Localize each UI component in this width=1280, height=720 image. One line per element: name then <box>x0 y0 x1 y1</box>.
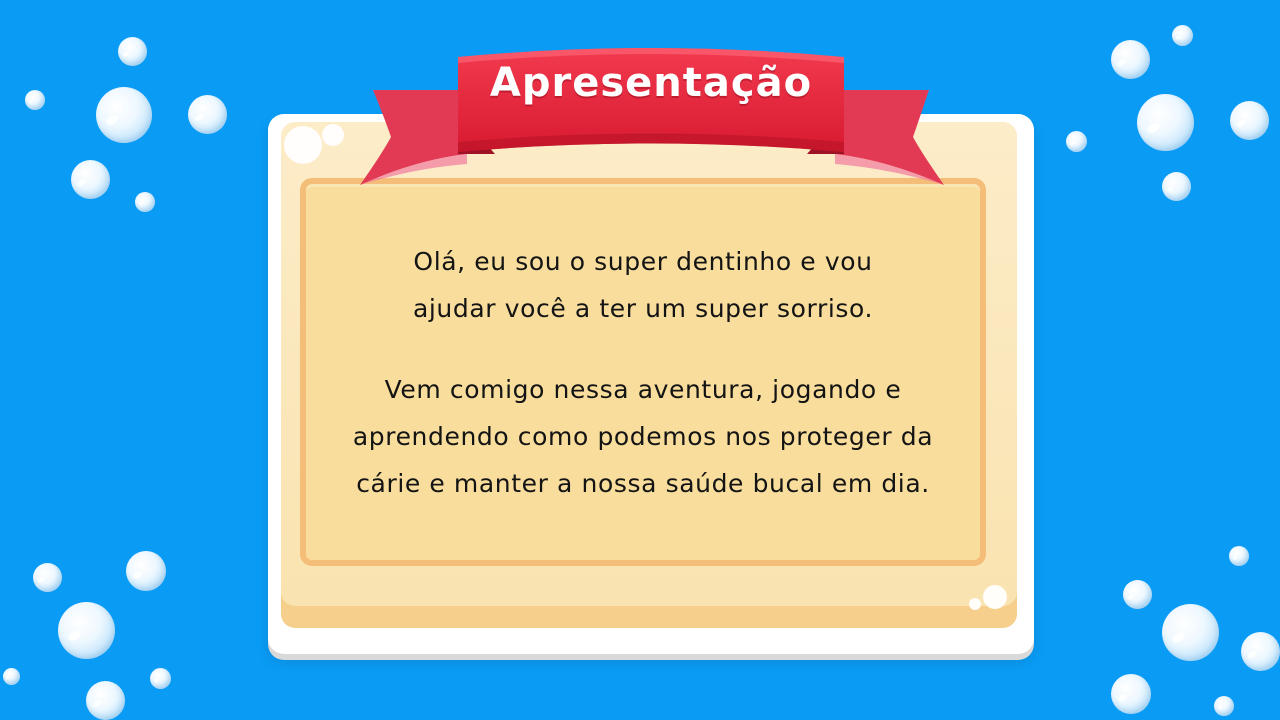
text-line: aprendendo como podemos nos proteger da <box>352 422 934 451</box>
bubble-decoration <box>1162 172 1191 201</box>
shine-decoration <box>284 126 322 164</box>
bubble-decoration <box>86 681 125 720</box>
bubble-decoration <box>1229 546 1249 566</box>
shine-decoration <box>969 598 981 610</box>
bubble-decoration <box>118 37 147 66</box>
text-line: Vem comigo nessa aventura, jogando e <box>384 375 902 404</box>
shine-decoration <box>322 124 344 146</box>
bubble-decoration <box>58 602 115 659</box>
bubble-decoration <box>1162 604 1219 661</box>
bubble-decoration <box>3 668 20 685</box>
intro-paragraph <box>300 238 986 332</box>
text-line: Olá, eu sou o super dentinho e vou <box>413 247 873 276</box>
bubble-decoration <box>135 192 155 212</box>
bubble-decoration <box>1172 25 1193 46</box>
bubble-decoration <box>71 160 110 199</box>
bubble-decoration <box>126 551 166 591</box>
shine-decoration <box>983 585 1007 609</box>
bubble-decoration <box>1111 40 1150 79</box>
bubble-decoration <box>1123 580 1152 609</box>
text-line: ajudar você a ter um super sorriso. <box>412 294 874 323</box>
bubble-decoration <box>1111 674 1151 714</box>
bubble-decoration <box>33 563 62 592</box>
text-line: cárie e manter a nossa saúde bucal em dia. <box>356 469 930 498</box>
page-title: Apresentação <box>489 60 813 106</box>
bubble-decoration <box>1137 94 1194 151</box>
adventure-paragraph <box>300 366 986 507</box>
bubble-decoration <box>188 95 227 134</box>
bubble-decoration <box>1214 696 1234 716</box>
bubble-decoration <box>150 668 171 689</box>
bubble-decoration <box>96 87 152 143</box>
bubble-decoration <box>1230 101 1269 140</box>
bubble-decoration <box>25 90 45 110</box>
bubble-decoration <box>1066 131 1087 152</box>
bubble-decoration <box>1241 632 1280 671</box>
